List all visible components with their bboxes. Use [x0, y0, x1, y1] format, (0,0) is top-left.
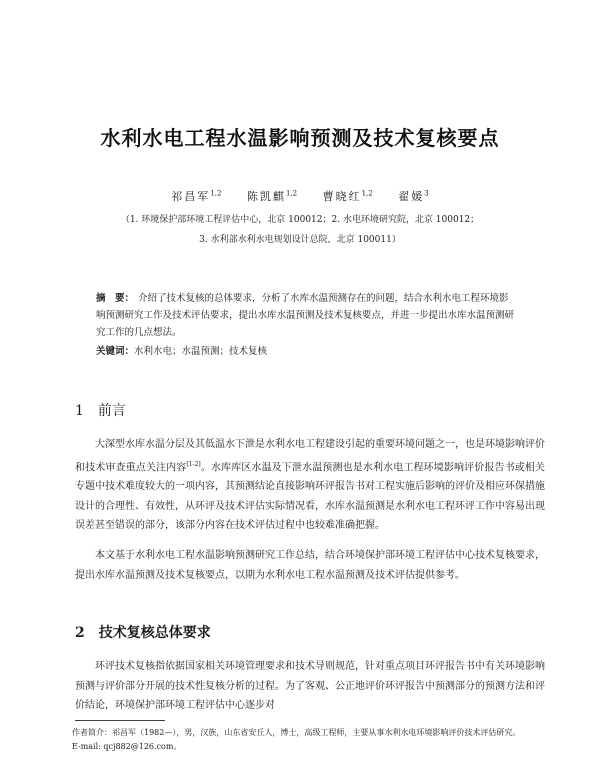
keywords-label: 关键词：: [96, 346, 135, 357]
abstract-text: 介绍了技术复核的总体要求，分析了水库水温预测存在的问题，结合水利水电工程环境影响预测研究工作及技术评估要求，提出水库水温预测及技术复核要点，并进一步提出水库水温预测研究工作的几点想法。: [96, 293, 515, 338]
body-paragraph: 本文基于水利水电工程水温影响预测研究工作总结，结合环境保护部环境工程评估中心技术复核要求，提出水库水温预测及技术复核要点，以期为水利水电工程水温预测及技术评估提供参考。: [75, 550, 545, 581]
author-affiliation-mark: 3: [424, 189, 429, 198]
author-name: 祁昌军: [171, 190, 211, 203]
section-number: 2: [75, 625, 85, 641]
author: [398, 190, 428, 203]
author-affiliation-mark: 1,2: [210, 189, 222, 198]
abstract: [96, 290, 516, 341]
author-affiliation-mark: 1,2: [361, 189, 373, 198]
author-footnote: [72, 726, 552, 754]
paragraph-text: 。水库库区水温及下泄水温预测也是水利水电工程环境影响评价报告书或相关专题中技术难度较大的一项内容，其预测结论直接影响环评报告书对工程实施后影响的评价及相应环保措施设计的合理性、有效性，从环评及技术评估实际情况看，水库水温预测是水利水电工程环评工作中容易出现误差甚至错误的部分，该部分内容在技术评估过程中也较难准确把握。: [75, 461, 546, 532]
section-title: 技术复核总体要求: [98, 625, 211, 641]
author: [247, 190, 297, 203]
footnote-email: E-mail: qcj882@126.com。: [72, 742, 182, 751]
footnote-divider: [75, 720, 165, 721]
author: [171, 190, 221, 203]
body-paragraph: 环评技术复核指依据国家相关环境管理要求和技术导则规范，针对重点项目环评报告书中有关环境影响预测与评价部分开展的技术性复核分析的过程。为了客观、公正地评价环评报告中预测部分的预测方法和评价结论，环境保护部环境工程评估中心逐步对: [75, 661, 545, 711]
paper-title: 水利水电工程水温影响预测及技术复核要点: [100, 126, 500, 150]
author: [323, 190, 373, 203]
author-list: [0, 188, 600, 204]
author-name: 曹晓红: [322, 190, 362, 203]
author-affiliation-mark: 1,2: [285, 189, 298, 198]
affiliation-line-1: （1. 环境保护部环境工程评估中心，北京 100012；2. 水电环境研究院，北京 100012；: [120, 215, 480, 225]
keywords: [96, 343, 516, 357]
section-number: 1: [75, 403, 84, 419]
citation-ref: [1-2]: [186, 460, 201, 468]
abstract-label: 摘 要：: [96, 293, 135, 304]
section-heading-introduction: [75, 400, 126, 420]
footnote-line: 作者简介：祁昌军（1982—），男，汉族，山东省安丘人，博士，高级工程师，主要从事水利水电环境影响评价技术评估研究。: [72, 728, 521, 737]
body-paragraph: [75, 435, 545, 536]
section-heading-overall-requirements: [75, 622, 211, 642]
keywords-text: 水利水电；水温预测；技术复核: [134, 346, 268, 357]
affiliation-line-2: 3. 水利部水利水电规划设计总院，北京 100011）: [199, 235, 401, 245]
author-name: 陈凯麒: [246, 190, 286, 203]
paragraph-text: 大深型水库水温分层及其低温水下泄是水利水电工程建设引起的重要环境问题之一，也是环境影响评价和技术审查重点关注内容: [75, 439, 545, 473]
author-name: 翟媛: [398, 190, 425, 203]
section-title: 前言: [97, 403, 126, 419]
